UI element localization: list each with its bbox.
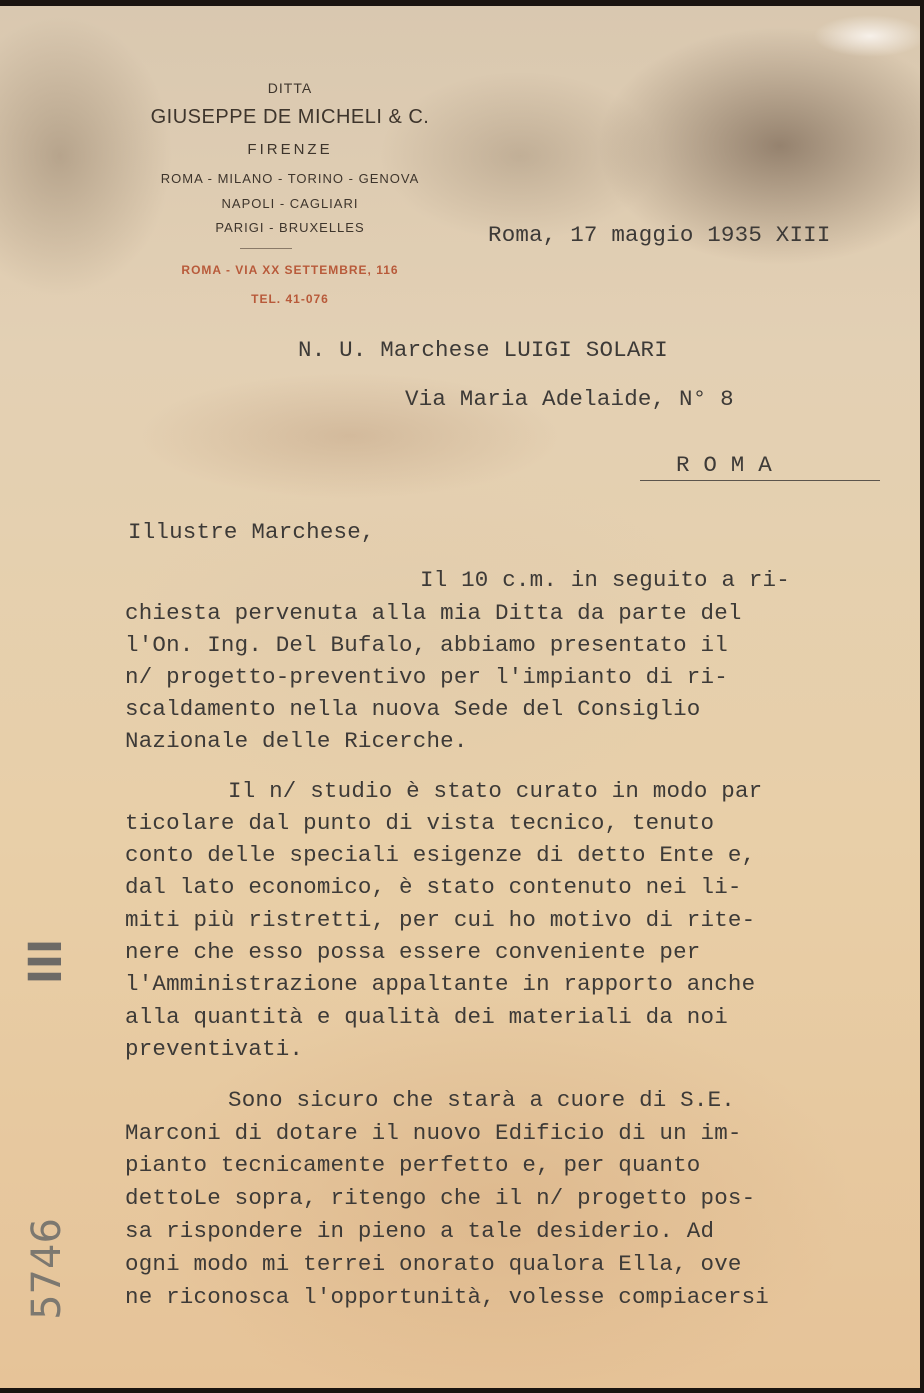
- body-line: pianto tecnicamente perfetto e, per quanto: [125, 1152, 701, 1178]
- body-line: nere che esso possa essere conveniente per: [125, 939, 701, 965]
- body-line: ogni modo mi terrei onorato qualora Ella, ove: [125, 1251, 742, 1277]
- body-line: Marconi di dotare il nuovo Edificio di un im-: [125, 1120, 742, 1146]
- body-line: dettoLe sopra, ritengo che il n/ progetto pos-: [125, 1185, 756, 1211]
- body-line: Il n/ studio è stato curato in modo par: [228, 778, 763, 804]
- letterhead-ditta: DITTA: [267, 80, 313, 96]
- letterhead-divider: [240, 248, 292, 249]
- recipient-name: N. U. Marchese LUIGI SOLARI: [298, 337, 668, 363]
- letterhead-city: FIRENZE: [247, 141, 333, 158]
- body-line: sa rispondere in pieno a tale desiderio. Ad: [125, 1218, 715, 1244]
- body-line: conto delle speciali esigenze di detto Ente e,: [125, 842, 756, 868]
- body-line: Il 10 c.m. in seguito a ri-: [420, 567, 790, 593]
- body-line: n/ progetto-preventivo per l'impianto di ri-: [125, 664, 728, 690]
- body-line: l'Amministrazione appaltante in rapporto anche: [125, 971, 756, 997]
- salutation: Illustre Marchese,: [128, 519, 375, 545]
- body-line: alla quantità e qualità dei materiali da noi: [125, 1004, 728, 1030]
- recipient-city-underline: [640, 480, 880, 481]
- recipient-city: R O M A: [676, 452, 772, 478]
- body-line: chiesta pervenuta alla mia Ditta da parte del: [125, 600, 742, 626]
- pencil-mark: lll: [17, 938, 69, 985]
- body-line: Sono sicuro che starà a cuore di S.E.: [228, 1087, 735, 1113]
- body-line: l'On. Ing. Del Bufalo, abbiamo presentato il: [125, 632, 728, 658]
- recipient-street: Via Maria Adelaide, N° 8: [405, 386, 734, 412]
- body-line: miti più ristretti, per cui ho motivo di rite-: [125, 907, 756, 933]
- body-line: preventivati.: [125, 1036, 304, 1062]
- paper-tear: [720, 6, 920, 66]
- archive-number: 5746: [23, 1218, 70, 1320]
- body-line: dal lato economico, è stato contenuto nei li-: [125, 874, 742, 900]
- letterhead-branches-3: PARIGI - BRUXELLES: [215, 220, 365, 235]
- letter-page: [0, 6, 920, 1388]
- letterhead-phone: TEL. 41-076: [251, 292, 329, 306]
- letter-date: Roma, 17 maggio 1935 XIII: [488, 222, 831, 248]
- body-line: ne riconosca l'opportunità, volesse compiacersi: [125, 1284, 770, 1310]
- body-line: Nazionale delle Ricerche.: [125, 728, 468, 754]
- letterhead-company: GIUSEPPE DE MICHELI & C.: [150, 106, 430, 128]
- body-line: ticolare dal punto di vista tecnico, tenuto: [125, 810, 715, 836]
- letterhead-address: ROMA - VIA XX SETTEMBRE, 116: [181, 263, 399, 277]
- letterhead-branches-2: NAPOLI - CAGLIARI: [221, 196, 359, 211]
- letterhead-branches-1: ROMA - MILANO - TORINO - GENOVA: [160, 171, 420, 186]
- body-line: scaldamento nella nuova Sede del Consiglio: [125, 696, 701, 722]
